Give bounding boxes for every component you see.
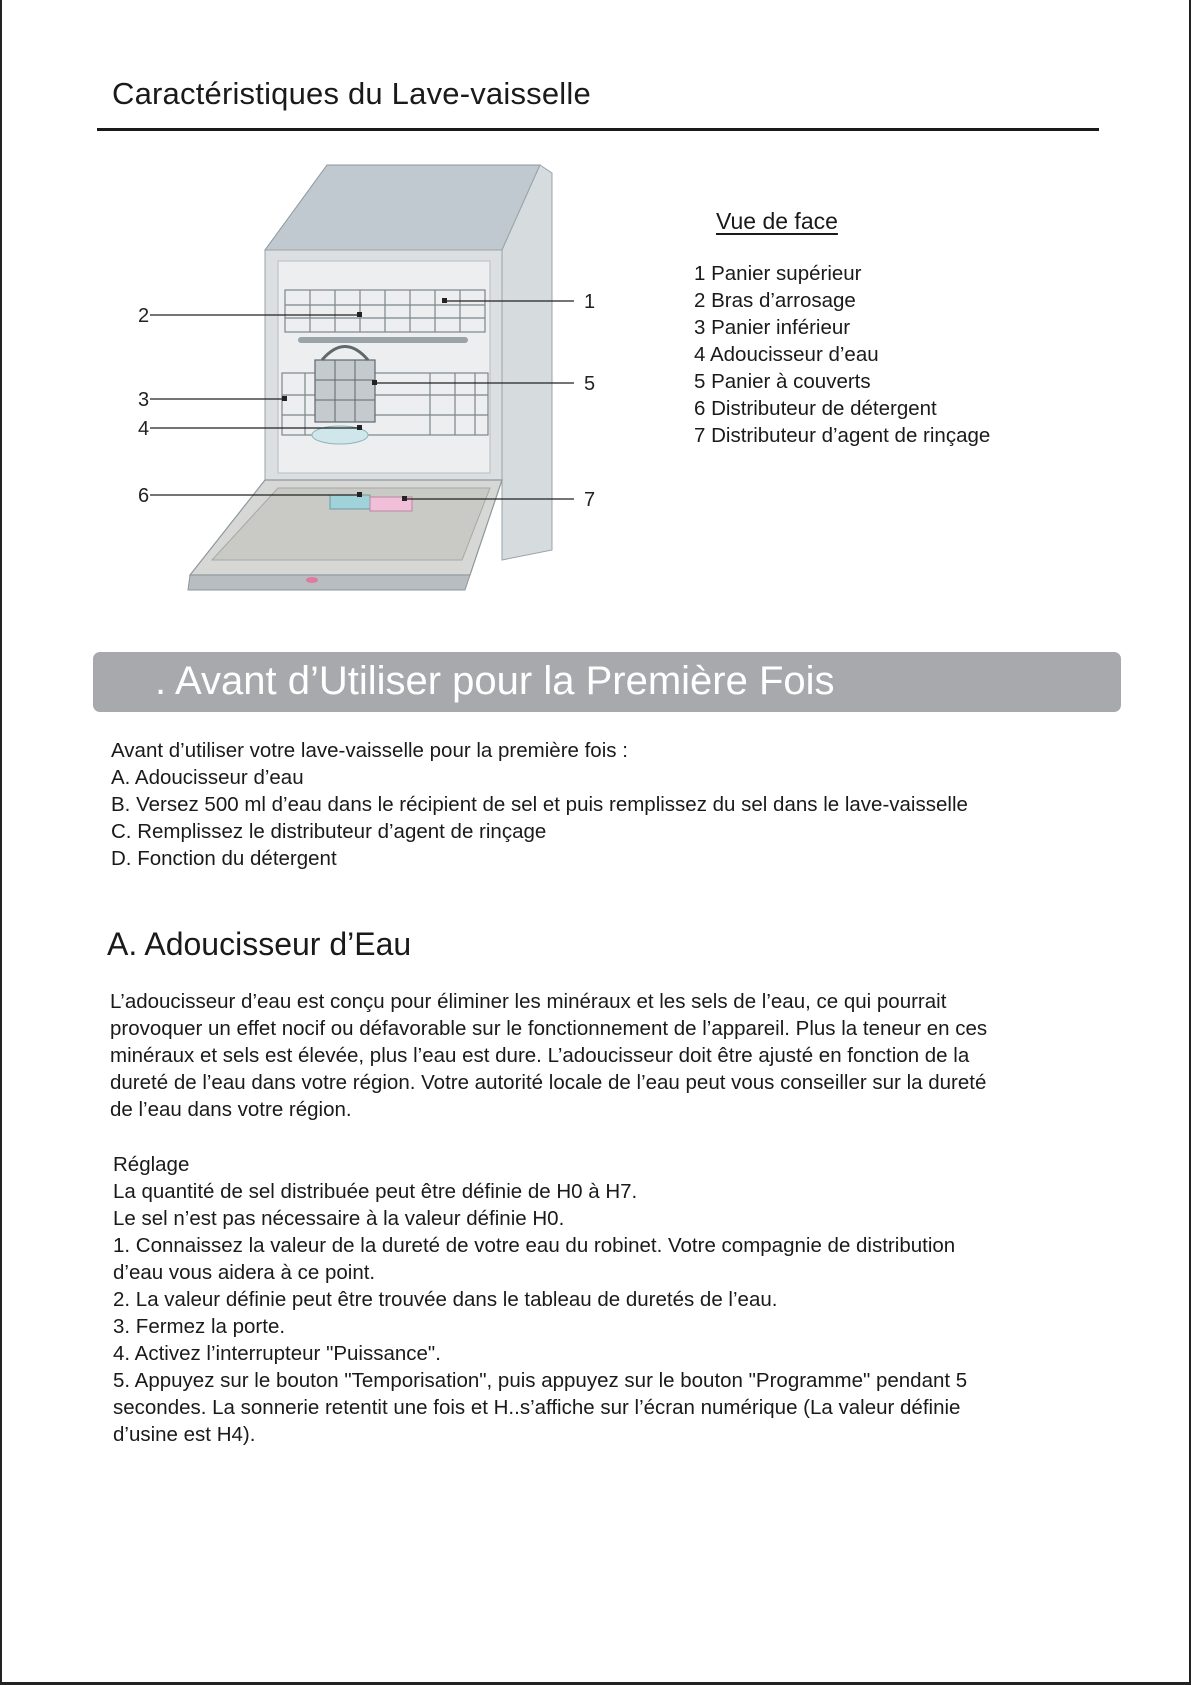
page-title: Caractéristiques du Lave-vaisselle	[112, 76, 591, 111]
settings-line: d’eau vous aidera à ce point.	[113, 1261, 376, 1284]
intro-line: D. Fonction du détergent	[111, 847, 337, 870]
legend-item: 1 Panier supérieur	[694, 262, 862, 285]
callout-number-2: 2	[138, 305, 150, 327]
paragraph-line: minéraux et sels est élevée, plus l’eau est dure. L’adoucisseur doit être ajusté en fonction de la	[110, 1044, 970, 1067]
banner-title: . Avant d’Utiliser pour la Première Fois	[155, 659, 835, 703]
title-divider	[97, 128, 1099, 131]
detergent-dispenser	[330, 495, 370, 509]
callout-number-5: 5	[584, 373, 596, 395]
section-heading: A. Adoucisseur d’Eau	[107, 926, 412, 962]
dishwasher-diagram	[130, 155, 660, 625]
paragraph-line: provoquer un effet nocif ou défavorable sur le fonctionnement de l’appareil. Plus la teneur en ces	[110, 1017, 988, 1040]
callout-number-6: 6	[138, 485, 150, 507]
paragraph-line: dureté de l’eau dans votre région. Votre autorité locale de l’eau peut vous conseiller sur la dureté	[110, 1071, 987, 1094]
intro-line: Avant d’utiliser votre lave-vaisselle pour la première fois :	[111, 739, 628, 762]
intro-list	[111, 737, 968, 872]
settings-line: 5. Appuyez sur le bouton "Temporisation", puis appuyez sur le bouton "Programme" pendant 5	[113, 1369, 968, 1392]
settings-line: 2. La valeur définie peut être trouvée dans le tableau de duretés de l’eau.	[113, 1288, 778, 1311]
callout-number-4: 4	[138, 418, 150, 440]
callout-number-3: 3	[138, 389, 150, 411]
legend-heading: Vue de face	[716, 208, 838, 234]
legend-item: 7 Distributeur d’agent de rinçage	[694, 424, 991, 447]
legend-item: 6 Distributeur de détergent	[694, 397, 937, 420]
settings-instructions	[113, 1151, 967, 1448]
intro-line: B. Versez 500 ml d’eau dans le récipient de sel et puis remplissez du sel dans le lave-vaisselle	[111, 793, 968, 816]
legend-item: 4 Adoucisseur d’eau	[694, 343, 879, 366]
settings-line: d’usine est H4).	[113, 1423, 256, 1446]
intro-line: C. Remplissez le distributeur d’agent de rinçage	[111, 820, 547, 843]
settings-line: 1. Connaissez la valeur de la dureté de votre eau du robinet. Votre compagnie de distribution	[113, 1234, 956, 1257]
spray-arm	[298, 337, 468, 343]
softener-description	[110, 988, 1095, 1123]
callout-number-1: 1	[584, 291, 596, 313]
door-handle	[306, 577, 318, 583]
settings-line: Le sel n’est pas nécessaire à la valeur définie H0.	[113, 1207, 565, 1230]
legend-item: 2 Bras d’arrosage	[694, 289, 856, 312]
section-banner	[93, 652, 1121, 712]
paragraph-line: L’adoucisseur d’eau est conçu pour éliminer les minéraux et les sels de l’eau, ce qui pourrait	[110, 990, 947, 1013]
settings-line: Réglage	[113, 1153, 190, 1176]
page-border-left	[0, 0, 2, 1685]
intro-line: A. Adoucisseur d’eau	[111, 766, 304, 789]
settings-line: 4. Activez l’interrupteur "Puissance".	[113, 1342, 441, 1365]
legend-list	[694, 260, 990, 449]
settings-line: 3. Fermez la porte.	[113, 1315, 286, 1338]
legend-item: 3 Panier inférieur	[694, 316, 851, 339]
callout-number-7: 7	[584, 489, 596, 511]
settings-line: La quantité de sel distribuée peut être définie de H0 à H7.	[113, 1180, 638, 1203]
paragraph-line: de l’eau dans votre région.	[110, 1098, 352, 1121]
legend-item: 5 Panier à couverts	[694, 370, 871, 393]
settings-line: secondes. La sonnerie retentit une fois et H..s’affiche sur l’écran numérique (La valeur définie	[113, 1396, 961, 1419]
dishwasher-top	[265, 165, 540, 250]
